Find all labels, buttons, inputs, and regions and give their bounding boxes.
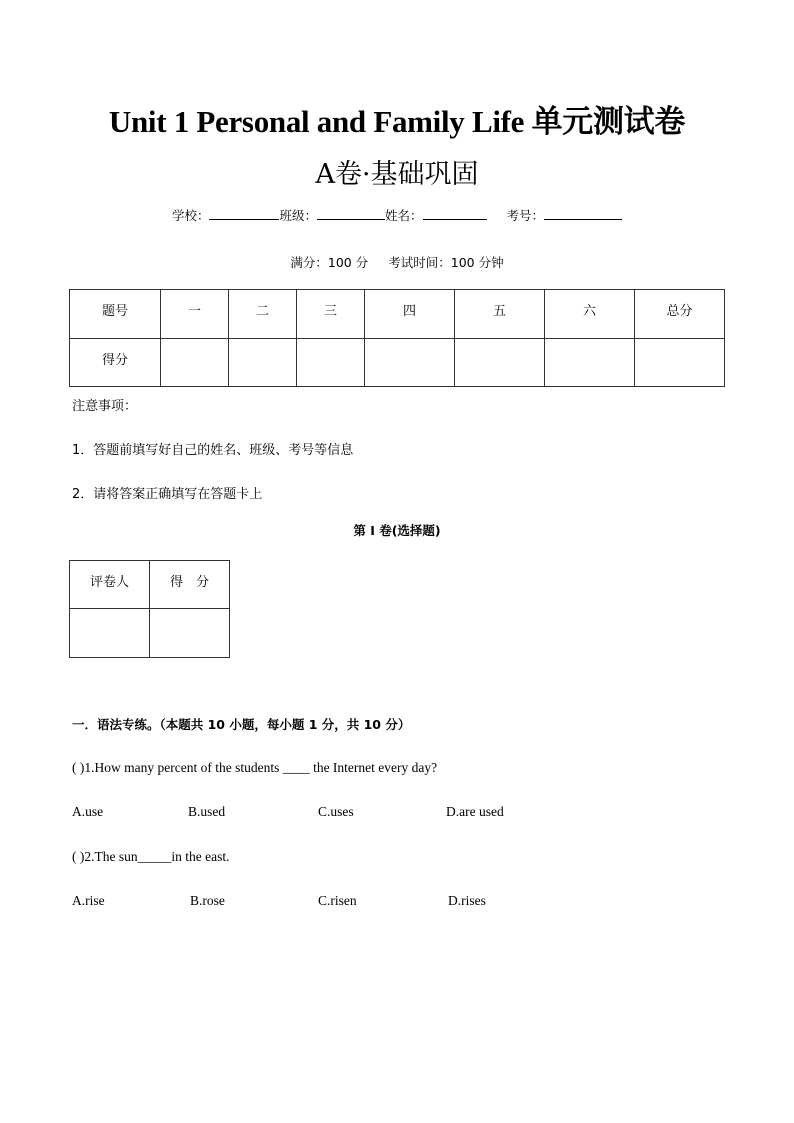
- score-cell[interactable]: [365, 339, 455, 387]
- reviewer-label: 评卷人: [70, 561, 150, 609]
- score-header-cell: 四: [365, 290, 455, 339]
- score-header-cell: 题号: [70, 290, 161, 339]
- notes-heading: 注意事项：: [72, 399, 138, 414]
- score-cell[interactable]: [297, 339, 365, 387]
- name-label: 姓名：: [385, 208, 423, 223]
- full-score: 满分：100 分: [290, 255, 369, 270]
- exam-no-field[interactable]: [544, 207, 622, 220]
- note-item: 1．答题前填写好自己的姓名、班级、考号等信息: [72, 443, 354, 458]
- option-c[interactable]: C.risen: [318, 893, 357, 908]
- exam-meta-line: [0, 253, 794, 271]
- option-b[interactable]: B.used: [188, 804, 226, 819]
- question-stem: ( )2.The sun_____in the east.: [72, 849, 230, 864]
- reviewer-cell[interactable]: [70, 609, 150, 658]
- score-cell[interactable]: [229, 339, 297, 387]
- option-a[interactable]: A.rise: [72, 893, 105, 908]
- option-b[interactable]: B.rose: [190, 893, 225, 908]
- score-header-cell: 一: [161, 290, 229, 339]
- grader-score-cell[interactable]: [150, 609, 230, 658]
- page-title: Unit 1 Personal and Family Life 单元测试卷: [108, 104, 686, 139]
- score-row-label: 得分: [70, 339, 161, 387]
- question-stem: ( )1.How many percent of the students ____ the Internet every day?: [72, 760, 438, 775]
- score-cell[interactable]: [545, 339, 635, 387]
- option-a[interactable]: A.use: [72, 804, 104, 819]
- section-heading: 一．语法专练。（本题共 10 小题，每小题 1 分，共 10 分）: [72, 717, 411, 732]
- score-header-cell: 六: [545, 290, 635, 339]
- score-cell[interactable]: [635, 339, 725, 387]
- student-info-line: [0, 206, 794, 224]
- school-field[interactable]: [209, 207, 279, 220]
- score-header-cell: 总分: [635, 290, 725, 339]
- score-cell[interactable]: [455, 339, 545, 387]
- class-label: 班级：: [279, 208, 317, 223]
- grader-table: [69, 560, 230, 658]
- score-header-cell: 二: [229, 290, 297, 339]
- option-d[interactable]: D.rises: [448, 893, 486, 908]
- school-label: 学校：: [171, 208, 210, 223]
- option-d[interactable]: D.are used: [446, 804, 504, 819]
- option-c[interactable]: C.uses: [318, 804, 354, 819]
- score-cell[interactable]: [161, 339, 229, 387]
- exam-no-label: 考号：: [506, 208, 545, 223]
- score-header-cell: 三: [297, 290, 365, 339]
- page-subtitle: A卷·基础巩固: [315, 159, 479, 190]
- note-item: 2．请将答案正确填写在答题卡上: [72, 487, 263, 502]
- name-field[interactable]: [423, 207, 487, 220]
- grader-score-label: 得 分: [150, 561, 230, 609]
- score-table: [69, 289, 725, 387]
- part-title: 第 I 卷(选择题): [353, 523, 441, 538]
- exam-time: 考试时间：100 分钟: [388, 255, 504, 270]
- score-header-cell: 五: [455, 290, 545, 339]
- class-field[interactable]: [317, 207, 385, 220]
